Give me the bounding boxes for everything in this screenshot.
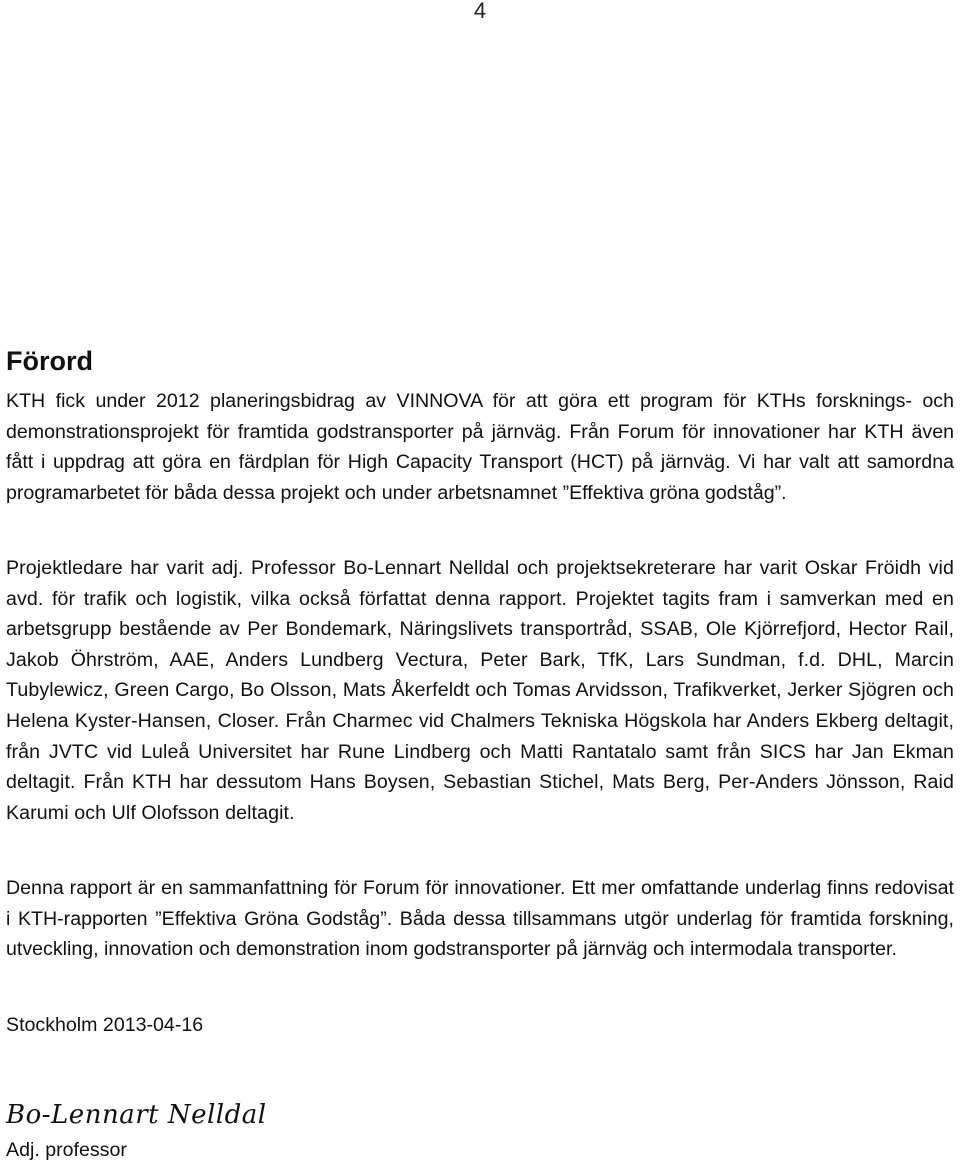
paragraph-intro: KTH fick under 2012 planeringsbidrag av VINNOVA för att göra ett program för KTHs forsknings- och demonstrationsprojekt för framtida godstransporter på järnväg. Från Forum för innovationer har KTH även fått i uppdrag att göra en färdplan för High Capacity Transport (HCT) på järnväg. Vi har valt att samordna programarbetet för båda dessa projekt och under arbetsnamnet ”Effektiva gröna godståg”.: [6, 390, 954, 504]
signature: Bo-Lennart Nelldal: [6, 1100, 267, 1130]
signatory-title: Adj. professor: [6, 1139, 127, 1161]
page-number: 4: [473, 0, 487, 23]
place-and-date: Stockholm 2013-04-16: [6, 1014, 204, 1036]
paragraph-summary: Denna rapport är en sammanfattning för Forum för innovationer. Ett mer omfattande underlag finns redovisat i KTH-rapporten ”Effektiva Gröna Godståg”. Båda dessa tillsammans utgör underlag för framtida forskning, utveckling, innovation och demonstration inom godstransporter på järnväg och intermodala transporter.: [6, 877, 954, 961]
paragraph-project-team: Projektledare har varit adj. Professor Bo-Lennart Nelldal och projektsekreterare har varit Oskar Fröidh vid avd. för trafik och logistik, vilka också författat denna rapport. Projektet tagits fram i samverkan med en arbetsgrupp bestående av Per Bondemark, Näringslivets transportråd, SSAB, Ole Kjörrefjord, Hector Rail, Jakob Öhrström, AAE, Anders Lundberg Vectura, Peter Bark, TfK, Lars Sundman, f.d. DHL, Marcin Tubylewicz, Green Cargo, Bo Olsson, Mats Åkerfeldt och Tomas Arvidsson, Trafikverket, Jerker Sjögren och Helena Kyster-Hansen, Closer. Från Charmec vid Chalmers Tekniska Högskola har Anders Ekberg deltagit, från JVTC vid Luleå Universitet har Rune Lindberg och Matti Rantatalo samt från SICS har Jan Ekman deltagit. Från KTH har dessutom Hans Boysen, Sebastian Stichel, Mats Berg, Per-Anders Jönsson, Raid Karumi och Ulf Olofsson deltagit.: [6, 557, 954, 824]
section-heading: Förord: [6, 346, 93, 376]
